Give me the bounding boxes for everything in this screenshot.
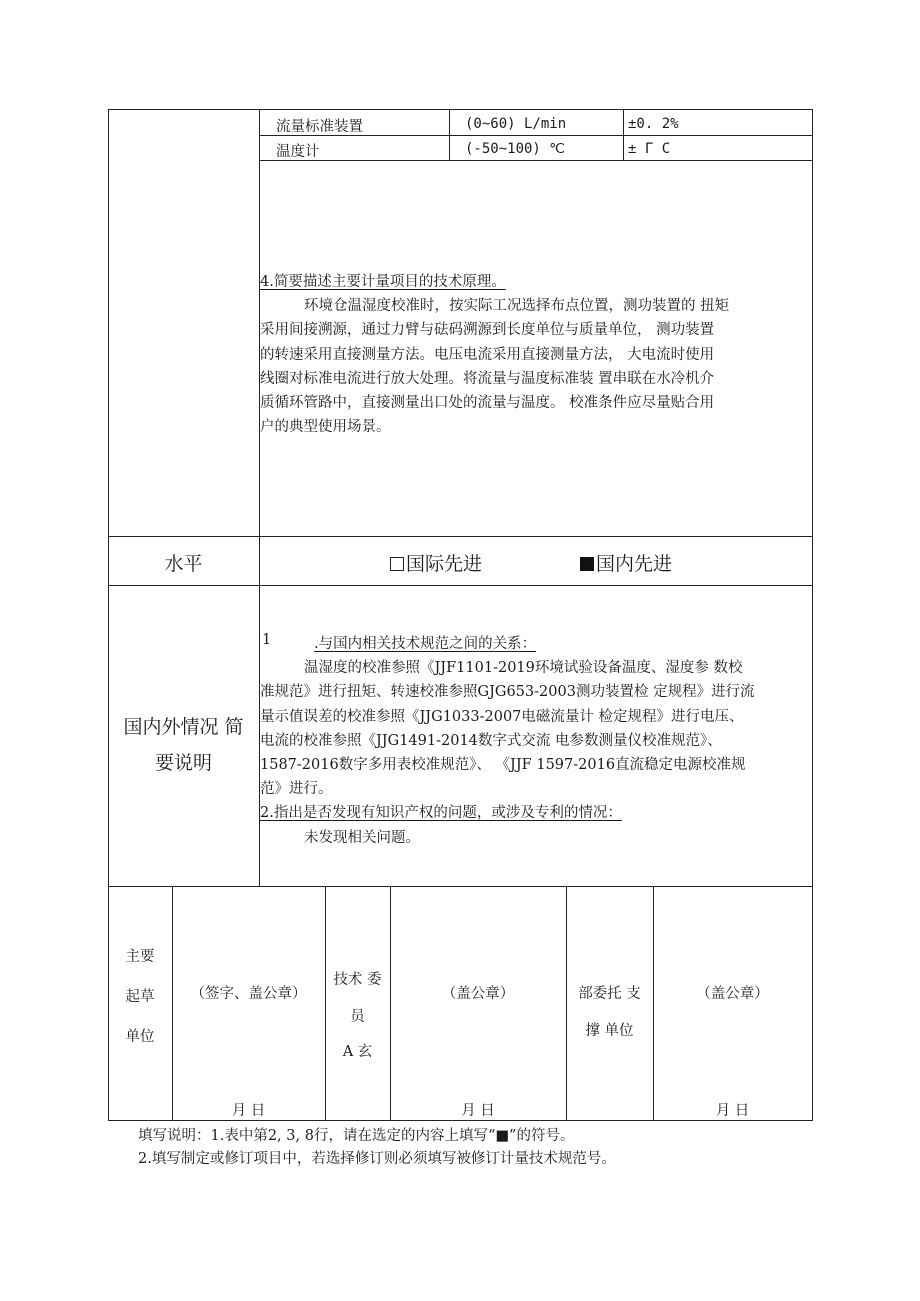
drafter-label-line: 单位 [125,1029,155,1045]
level-option-domestic[interactable] [580,549,672,576]
drafter-date: 月 日 [231,1103,266,1119]
row-divider-level-bottom [108,585,813,586]
unchecked-box-icon[interactable] [390,557,404,571]
principle-heading: 4.简要描述主要计量项目的技术原理。 [260,274,506,290]
committee-label-line: 员 [350,1009,365,1025]
committee-label-line: 技术 委 [333,972,382,988]
signature-col-divider-2 [325,886,326,1120]
equipment-col-divider-1 [449,109,450,160]
table-left-border [108,109,109,1121]
domestic-item1-line: 电流的校准参照《JJG1491-2014数字式交流 电参数测量仪校准规范》、 [260,733,722,749]
principle-line: 环境仓温湿度校准时，按实际工况选择布点位置，测功装置的 扭矩 [304,298,730,314]
signature-col-divider-3 [390,886,391,1120]
level-option-domestic-label: 国内先进 [596,553,673,575]
table-top-border [108,109,813,110]
principle-line: 采用间接溯源，通过力臂与砝码溯源到长度单位与质量单位， 测功装置 [260,322,715,338]
equipment-accuracy-2: ± Γ C [628,141,671,157]
signature-col-divider-1 [172,886,173,1120]
principle-line: 的转速采用直接测量方法。电压电流采用直接测量方法， 大电流时使用 [260,347,715,363]
drafter-label-line: 主要 [125,949,155,965]
domestic-label-line1: 国内外情况 简 [123,716,244,738]
signature-col-divider-4 [566,886,567,1120]
domestic-item1-number: 1 [262,632,272,648]
principle-line: 质循环管路中，直接测量出口处的流量与温度。 校准条件应尽量贴合用 [260,395,715,411]
committee-seal: （盖公章） [441,986,515,1002]
domestic-item1-line: 准规范》进行扭矩、转速校准参照GJG653-2003测功装置检 定规程》进行流 [260,684,755,700]
equipment-name-1: 流量标准装置 [276,119,363,135]
domestic-item2-text: 未发现相关问题。 [304,830,420,846]
row-divider-equipment-2 [259,160,813,161]
domestic-item1-line: 量示值误差的校准参照《JJG1033-2007电磁流量计 检定规程》进行电压、 [260,709,744,725]
note-line-1: 填写说明：1.表中第2, 3, 8行，请在选定的内容上填写“■”的符号。 [138,1128,575,1144]
principle-line: 线圈对标准电流进行放大处理。将流量与温度标准装 置串联在水冷机介 [260,371,715,387]
principle-line: 户的典型使用场景。 [260,419,391,435]
level-label: 水平 [164,553,203,575]
support-seal: （盖公章） [696,986,769,1002]
table-bottom-border [108,1120,813,1121]
level-option-international-label: 国际先进 [406,553,483,575]
level-option-international[interactable] [390,549,482,576]
equipment-range-2: (-50~100) ℃ [465,141,566,157]
committee-date: 月 日 [461,1103,495,1119]
drafter-label-line: 起草 [125,989,155,1005]
committee-label-line: A 玄 [342,1044,373,1060]
support-label-line: 撑 单位 [585,1023,634,1039]
support-label-line: 部委托 支 [578,986,641,1002]
equipment-col-divider-2 [623,109,624,160]
domestic-item1-heading: .与国内相关技术规范之间的关系： [314,636,537,652]
signature-col-divider-5 [653,886,654,1120]
domestic-item2-heading: 2.指出是否发现有知识产权的问题，或涉及专利的情况： [260,805,622,821]
equipment-name-2: 温度计 [276,144,320,160]
domestic-label-line2: 要说明 [154,752,212,774]
domestic-item1-line: 1587-2016数字多用表校准规范》、 《JJF 1597-2016直流稳定电源校准规 [260,757,746,773]
equipment-range-1: (0~60) L/min [465,116,567,132]
row-divider-level-top [108,536,813,537]
equipment-accuracy-1: ±0. 2% [628,116,679,132]
domestic-item1-line: 范》进行。 [260,781,333,797]
row-divider-signatures-top [108,886,813,887]
drafter-seal: （签字、盖公章） [190,986,307,1002]
note-line-2: 2.填写制定或修订项目中，若选择修订则必须填写被修订计量技术规范号。 [138,1151,616,1167]
domestic-item1-line: 温湿度的校准参照《JJF1101-2019环境试验设备温度、湿度参 数校 [304,660,743,676]
checked-box-icon[interactable] [580,557,594,571]
table-right-border [812,109,813,1121]
support-date: 月 日 [715,1103,750,1119]
